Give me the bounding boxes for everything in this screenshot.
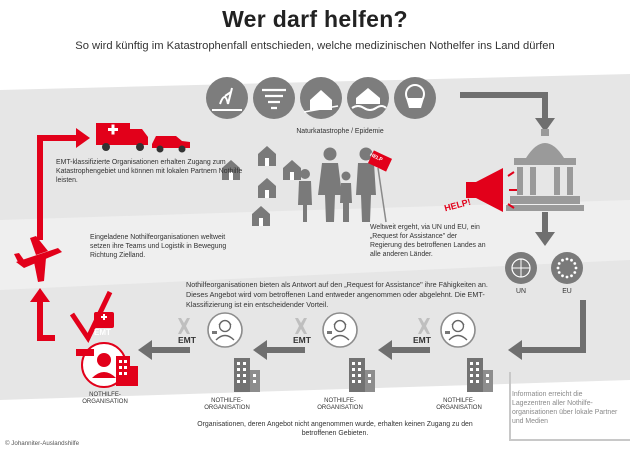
epidemic-mask-icon [394,77,436,119]
disaster-icons [206,77,436,119]
org-label-line-2: ORGANISATION [436,405,482,411]
help-shout-text: HELP! [443,196,472,214]
emt-label-rejected-3: EMT [413,335,431,345]
eu-star [570,274,573,277]
disaster-label: Naturkatastrophe / Epidemie [296,128,384,135]
accepted-emt-badge [94,328,118,337]
eu-star [558,271,561,274]
accepted-org-label [70,392,140,406]
org-label-line-2: ORGANISATION [82,399,128,405]
eu-star [558,262,561,265]
emt-label-rejected-1: EMT [178,335,196,345]
rejected-org-2-label [305,398,375,412]
org-label-line-2: ORGANISATION [317,405,363,411]
emt-badge-text: EMT [94,328,111,337]
drought-icon [206,77,248,119]
eu-star [566,258,569,261]
storm-icon [253,77,295,119]
info-sources-text: Information erreicht die Lagezentren aller Nothilfe-organisationen über lokale Partner und Medien [512,391,618,425]
eu-star [561,259,564,262]
eu-star [557,267,560,270]
org-label-line-1: NOTHILFE- [211,398,243,404]
offer-text: Nothilfeorganisationen bieten als Antwort auf den „Request for Assistance" ihre Fähigkeiten an. Dieses Angebot wird vom betroffenen Land entweder angenommen oder abgelehnt. Die EMT-Klassifizierung ist ein entscheidender Vorteil. [186,280,488,309]
emt-access-text: EMT-klassifizierte Organisationen erhalten Zugang zum Katastrophengebiet und können mit lokalen Partnern Nothilfe leisten. [56,159,243,184]
request-for-assistance-text: Weltweit ergeht, via UN und EU, ein „Request for Assistance" der Regierung des betroffenen Landes an alle anderen Länder. [370,224,486,258]
un-label: UN [516,288,526,295]
eu-label: EU [562,288,572,295]
rejected-org-1-label [192,398,262,412]
eu-star [575,267,578,270]
eu-logo-icon [551,252,583,284]
un-logo-icon [505,252,537,284]
earthquake-icon [300,77,342,119]
eu-star [573,262,576,265]
org-label-line-1: NOTHILFE- [89,392,121,398]
rejected-org-3-label [424,398,494,412]
invited-orgs-text: Eingeladene Nothilfeorganisationen weltweit setzen ihre Teams und Logistik in Bewegung Richtung Zielland. [90,234,227,259]
page-subtitle: So wird künftig im Katastrophenfall entschieden, welche medizinischen Nothelfer ins Land dürfen [75,40,555,52]
eu-star [566,276,569,279]
org-label-line-1: NOTHILFE- [443,398,475,404]
org-label-line-2: ORGANISATION [204,405,250,411]
eu-star [561,274,564,277]
emt-label-rejected-2: EMT [293,335,311,345]
rejected-orgs-text: Organisationen, deren Angebot nicht angenommen wurde, erhalten keinen Zugang zu den betroffenen Gebieten. [197,421,473,437]
flood-icon [347,77,389,119]
page-title: Wer darf helfen? [222,6,408,32]
eu-star [573,271,576,274]
help-sign-text: HELP [368,152,384,164]
copyright-text: © Johanniter-Auslandshilfe [5,440,80,447]
eu-star [570,259,573,262]
org-label-line-1: NOTHILFE- [324,398,356,404]
